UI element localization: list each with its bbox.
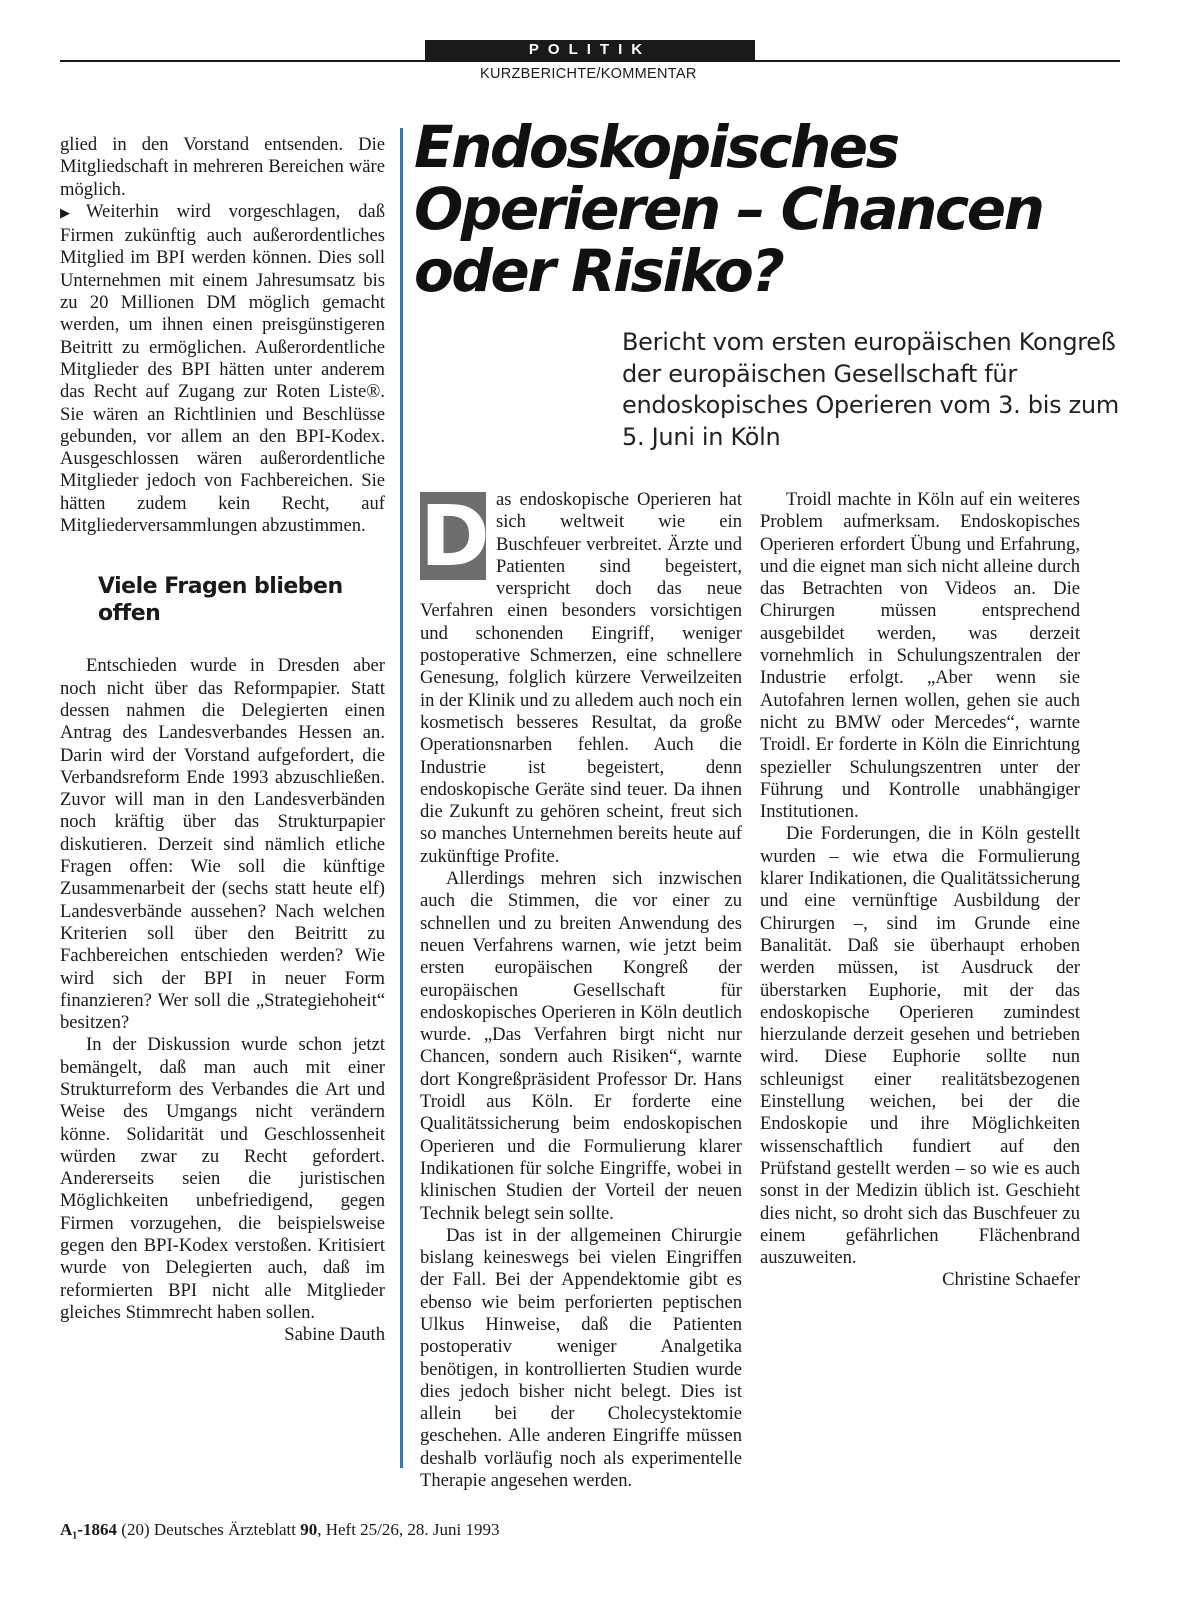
article-paragraph-3: Das ist in der allgemeinen Chirurgie bislang keineswegs bei vielen Eingriffen der Fall. Bei der Appendektomie gibt es ebenso wie beim perforierten peptischen Ulkus Hinweise, daß die Patienten postoperativ weniger Analgetika benötigen, in kontrollierten Studien wurde dies jedoch bisher nicht belegt. Dies ist allein bei der Cholecystektomie geschehen. Alle anderen Eingriffe müssen deshalb vorläufig noch als experimentelle Therapie angesehen werden. — [420, 1224, 742, 1492]
article-column-2 — [760, 489, 1080, 1292]
footer-issue: , Heft 25/26, 28. Juni 1993 — [317, 1520, 500, 1539]
left-paragraph-2 — [60, 201, 385, 537]
drop-cap: D — [420, 487, 490, 585]
article-paragraph-4: Troidl machte in Köln auf ein weiteres Problem aufmerksam. Endoskopisches Operieren erfordert Übung und Erfahrung, und die eignet man sich nicht alleine durch das Betrachten von Videos an. Die Chirurgen müssen entsprechend ausgebildet werden, was derzeit vornehmlich in Schulungszentralen der Industrie erfolgt. „Aber wenn sie Autofahren lernen wollen, gehen sie auch nicht zu BMW oder Mercedes“, warnte Troidl. Er forderte in Köln die Einrichtung spezieller Schulungszentren unter der Führung und Kontrolle unabhängiger Institutionen. — [760, 489, 1080, 823]
column-divider — [400, 128, 403, 1468]
footer-page-code: A₁-1864 — [60, 1520, 118, 1539]
bullet-arrow-icon: ▶ — [60, 205, 70, 221]
article-signature-row — [760, 1269, 1080, 1291]
left-column — [60, 134, 385, 1347]
left-paragraph-2-text: Weiterhin wird vorgeschlagen, daß Firmen zukünftig auch außerordentliches Mitglied im BPI werden können. Dies soll Unternehmen mit einem Jahresumsatz bis zu 20 Millionen DM möglich gemacht werden, um ihnen einen preisgünstigeren Beitritt zu ermöglichen. Außerordentliche Mitglieder des BPI hätten unter anderem das Recht auf Zugang zur Roten Liste®. Sie wären an Richtlinien und Beschlüsse gebunden, vor allem an den BPI-Kodex. Ausgeschlossen wären außerordentliche Mitglieder jedoch von Fachbereichen. Sie hätten zudem kein Recht, auf Mitgliederversammlungen abzustimmen. — [60, 200, 385, 537]
subsection-label: KURZBERICHTE/KOMMENTAR — [480, 66, 697, 82]
left-paragraph-1: glied in den Vorstand entsenden. Die Mitgliedschaft in mehreren Bereichen wäre möglich. — [60, 134, 385, 200]
article-paragraph-1 — [420, 489, 742, 868]
left-signature-row — [60, 1324, 385, 1346]
left-paragraph-3: Entschieden wurde in Dresden aber noch nicht über das Reformpapier. Statt dessen nahmen die Delegierten einen Antrag des Landesverbandes Hessen an. Darin wird der Vorstand aufgefordert, die Verbandsreform Ende 1993 abzuschließen. Zuvor will man in den Landesverbänden noch kräftig über das Strukturpapier diskutieren. Derzeit sind nämlich etliche Fragen offen: Wie soll die künftige Zusammenarbeit der (sechs statt heute elf) Landesverbände aussehen? Nach welchen Kriterien soll über den Beitritt zu Fachbereichen entschieden werden? Wie wird sich der BPI in neuer Form finanzieren? Wer soll die „Strategiehoheit“ besitzen? — [60, 655, 385, 1034]
section-label: POLITIK — [528, 41, 652, 58]
left-paragraph-4: In der Diskussion wurde schon jetzt bemängelt, daß man auch mit einer Strukturreform des Verbandes die Art und Weise des Umgangs nicht verändern könne. Solidarität und Geschlossenheit würden zwar zu Recht gefordert. Andererseits seien die juristischen Möglichkeiten unbefriedigend, gegen Firmen vorzugehen, die beispielsweise gegen den BPI-Kodex verstoßen. Kritisiert wurde von Delegierten auch, daß im reformierten BPI nicht alle Mitglieder gleiches Stimmrecht haben sollen. — [60, 1034, 385, 1323]
article-column-1 — [420, 489, 742, 1492]
article-author: Christine Schaefer — [942, 1269, 1080, 1291]
left-author: Sabine Dauth — [284, 1324, 385, 1346]
page-footer — [60, 1520, 500, 1540]
header-rule — [60, 60, 1120, 62]
article-subheadline: Bericht vom ersten europäischen Kongreß der europäischen Gesellschaft für endoskopisches Operieren vom 3. bis zum 5. Juni in Köln — [622, 328, 1119, 451]
article-paragraph-2: Allerdings mehren sich inzwischen auch die Stimmen, die vor einer zu schnellen und zu breiten Anwendung des neuen Verfahrens warnen, wie jetzt beim ersten europäischen Kongreß der europäischen Gesellschaft für endoskopisches Operieren in Köln deutlich wurde. „Das Verfahren birgt nicht nur Chancen, sondern auch Risiken“, warnte dort Kongreßpräsident Professor Dr. Hans Troidl aus Köln. Er forderte eine Qualitätssicherung beim endoskopischen Operieren und die Formulierung klarer Indikationen für solche Eingriffe, wobei in klinischen Studien der Vorteil der neuen Technik belegt sein sollte. — [420, 868, 742, 1224]
article-paragraph-1-text: as endoskopische Operieren hat sich weltweit wie ein Buschfeuer verbreitet. Ärzte und Patienten sind begeistert, verspricht doch das neue Verfahren einen besonders vorsichtigen und schonenden Eingriff, weniger postoperative Schmerzen, eine schnellere Genesung, folglich kürzere Verweilzeiten in der Klinik und zu alledem auch noch ein kosmetisch besseres Resultat, da große Operationsnarben fehlen. Auch die Industrie ist begeistert, denn endoskopische Geräte sind teuer. Da ihnen die Zukunft zu gehören scheint, freut sich so manches Unternehmen bereits heute auf zukünftige Profite. — [420, 489, 742, 867]
article-headline: Endoskopisches Operieren – Chancen oder Risiko? — [414, 113, 1043, 305]
left-subheading: Viele Fragen blieben offen — [98, 574, 343, 627]
article-paragraph-5: Die Forderungen, die in Köln gestellt wurden – wie etwa die Formulierung klarer Indikationen, die Qualitätssicherung und eine vernünftige Ausbildung der Chirurgen –, sind im Grunde eine Banalität. Daß sie überhaupt erhoben werden müssen, ist Ausdruck der überstarken Euphorie, mit der das endoskopische Operieren zumindest hierzulande derzeit gesehen und betrieben wird. Diese Euphorie sollte nun schleunigst einer realitätsbezogenen Einstellung weichen, bei der die Endoskopie und ihre Möglichkeiten wissenschaftlich fundiert auf den Prüfstand gestellt werden – so wie es auch sonst in der Medizin üblich ist. Geschieht dies nicht, so droht sich das Buschfeuer zu einem gefährlichen Flächenbrand auszuweiten. — [760, 823, 1080, 1269]
footer-volume: 90 — [300, 1520, 318, 1539]
footer-citation: (20) Deutsches Ärzteblatt — [121, 1520, 296, 1539]
